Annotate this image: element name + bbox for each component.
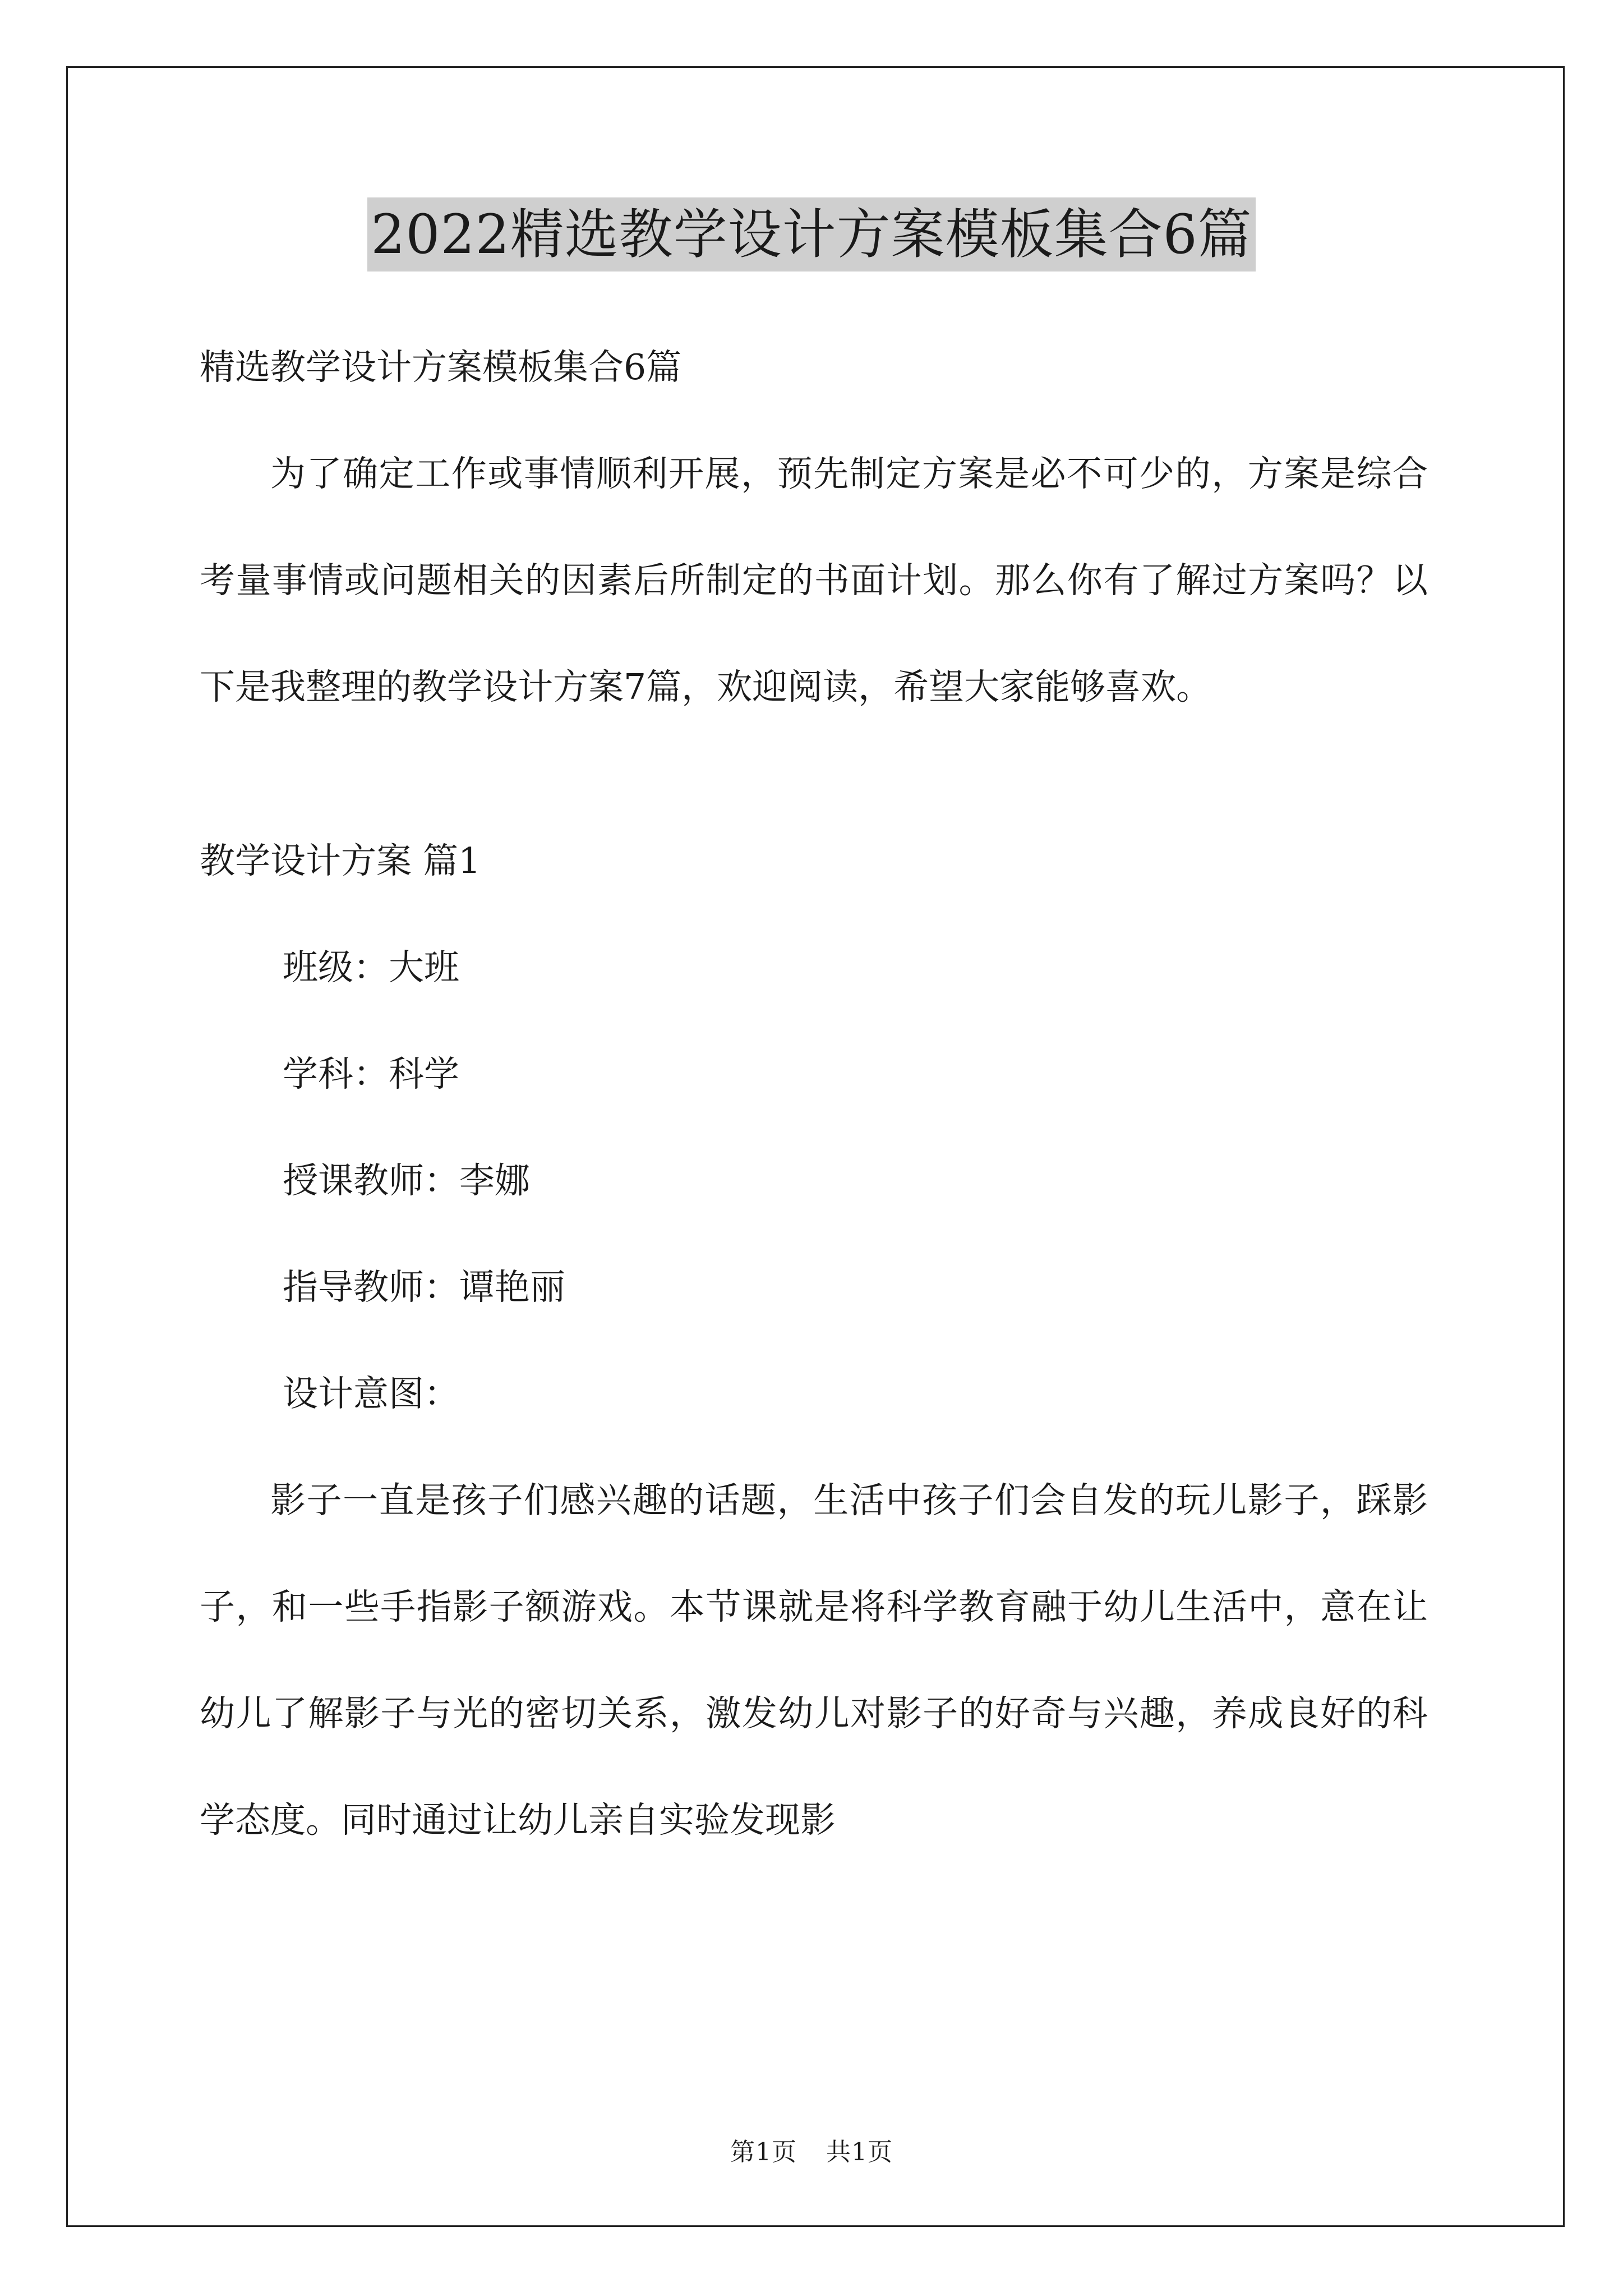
design-intent-paragraph: 影子一直是孩子们感兴趣的话题，生活中孩子们会自发的玩儿影子，踩影子，和一些手指影子额游戏。本节课就是将科学教育融于幼儿生活中，意在让幼儿了解影子与光的密切关系，激发幼儿对影子的好奇与兴趣，养成良好的科学态度。同时通过让幼儿亲自实验发现影	[200, 1480, 1428, 1841]
subject-field: 学科：科学	[283, 1053, 459, 1094]
mentor-field: 指导教师：谭艳丽	[283, 1267, 565, 1308]
section-heading: 教学设计方案 篇1	[200, 840, 481, 881]
document-body	[200, 314, 1428, 1874]
title-container	[0, 197, 1623, 272]
intro-paragraph: 为了确定工作或事情顺利开展，预先制定方案是必不可少的，方案是综合考量事情或问题相关的因素后所制定的书面计划。那么你有了解过方案吗？以下是我整理的教学设计方案7篇，欢迎阅读，希望大家能够喜欢。	[200, 453, 1428, 707]
teacher-field: 授课教师：李娜	[283, 1160, 530, 1201]
class-field: 班级：大班	[283, 947, 459, 988]
document-title: 2022精选教学设计方案模板集合6篇	[367, 197, 1255, 272]
page-footer	[0, 2132, 1623, 2168]
design-intent-label: 设计意图：	[283, 1373, 459, 1414]
page-number-total: 共1页	[826, 2138, 893, 2166]
document-subtitle: 精选教学设计方案模板集合6篇	[200, 347, 682, 388]
page-number-current: 第1页	[730, 2138, 797, 2166]
